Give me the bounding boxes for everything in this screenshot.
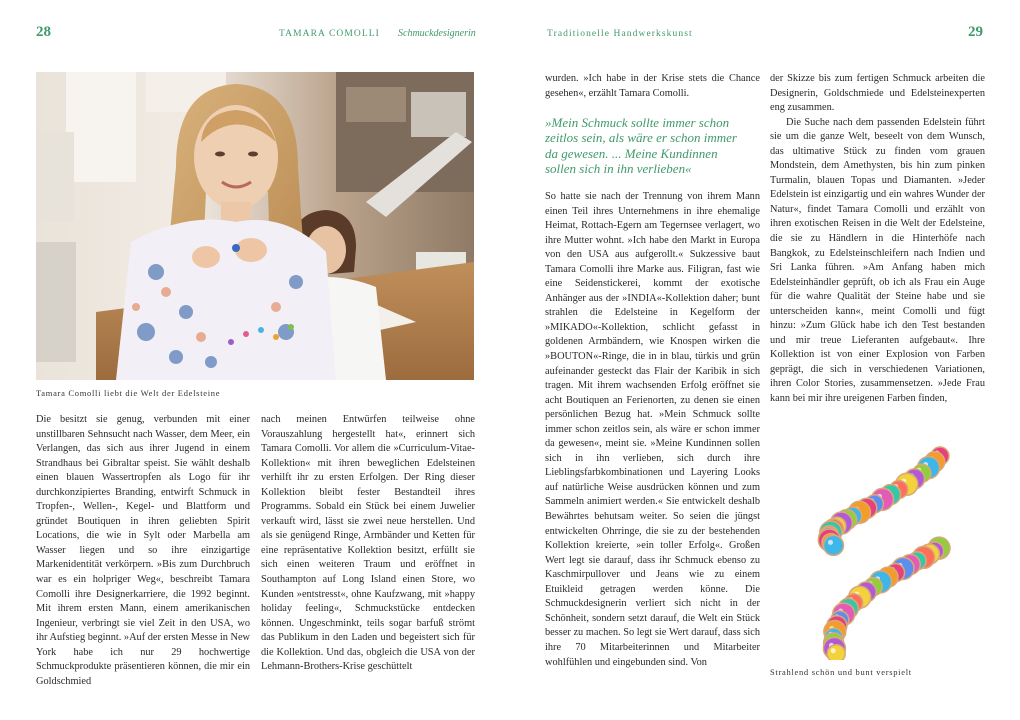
pull-quote: »Mein Schmuck sollte immer schon zeitlos sein, als wäre er schon immer da gewesen. ... Meine Kundinnen sollen sich in ihn verlieben«: [545, 115, 737, 176]
page-number-right: 29: [968, 24, 983, 40]
text-column-3-top: [545, 72, 760, 101]
jewelry-caption: Strahlend schön und bunt verspielt: [770, 667, 912, 677]
text-column-4: [770, 72, 985, 407]
paragraph: der Skizze bis zum fertigen Schmuck arbeiten die Designerin, Goldschmiede und Edelsteinexperten eng zusammen.: [770, 73, 985, 114]
gemstone: [827, 645, 845, 660]
text-column-2: [261, 413, 475, 675]
running-head-section: Traditionelle Handwerkskunst: [547, 29, 693, 39]
gemstone-highlight: [828, 540, 833, 545]
gemstone: [824, 535, 844, 555]
text-column-1: [36, 413, 250, 689]
paragraph: Die besitzt sie genug, verbunden mit einer unstillbaren Sehnsucht nach Wasser, dem Meer, ein Verlangen, das sich aus ihrer Jugend in einem Strandhaus bei Gibraltar speist. Sie wählt deshalb einen blauen Wassertropfen als Logo für ihr durchkonzipiertes Branding, entwirft Schmuck in Tropfen-, Wellen-, Kegel- und Blattform und gründet Boutiquen in ihren geliebten Spirit Locations, die wie in Sylt oder Marbella am Wasser liegen und so ihre einzigartige Markenidentität verkörpern. »Bis zum Durchbruch war es ein holpriger Weg«, beschreibt Tamara Comolli ihre Designerkarriere, die 1992 beginnt. Mit ihrem ersten Mann, einem amerikanischen Ingenieur, verbringt sie viel Zeit in den USA, wo ihr Aufstieg beginnt. »Auf der ersten Messe in New York habe ich nur 29 hochwertige Schmuckprodukte präsentieren können, die mir ein Goldschmied: [36, 414, 251, 687]
paragraph: So hatte sie nach der Trennung von ihrem Mann einen Teil ihres Unternehmens in ihre ehemalige Heimat, Rottach-Egern am Tegernsee verlagert, wo ihre Mutter wohnt. »Ich habe den Markt in Europa von den USA aus aufgerollt.« Sukzessive baut Tamara Comolli ihre Marke aus. Filigran, fast wie eine Seidenstickerei, kommt der exotische Anhänger aus der »INDIA«-Kollektion daher; bunt strahlen die Edelsteine in Kegelform der »MIKADO«-Kollektion, schlicht gefasst in goldenen Armbändern, wie Knospen wirken die »BOUTON«-Ringe, die in in blau, türkis und grün aufeinander gesteckt das Flair der Karibik in sich tragen. Mit ihrem wachsenden Erfolg eröffnet sie acht Boutiquen an Ferienorten, zu denen sie einen persönlichen Bezug hat. »Mein Schmuck sollte immer schon zeitlos sein, als wäre er schon immer da gewesen«, meint sie. »Meine Kundinnen sollen sich in ihn verlieben, sich durch ihre Lieblingsfarbkombinationen und Layering Looks auf natürliche Weise ausdrücken können und zum Sammeln animiert werden.« Sie entwickelt deshalb Bewährtes behutsam weiter. So seien die jüngst entwickelten Ohrringe, die sie zu der bestehenden Kollektion kreierte, »ein toller Erfolg«. Großen Wert legt sie darauf, dass ihr Schmuck ebenso zu Kaschmirpullover und Jeans wie zu einem Etuikleid getragen werden könne. Die Schmuckdesignerin verliert sich nicht in der Schönheit, sondern setzt darauf, die Welt ein Stück besser zu machen. So legt sie Wert darauf, dass sich ihre 70 Mitarbeiterinnen und Mitarbeiter wohlfühlen und eingebunden sind. Von: [545, 191, 760, 668]
page-number-left: 28: [36, 24, 51, 40]
photo-caption: Tamara Comolli liebt die Welt der Edelsteine: [36, 388, 221, 398]
running-head-subtitle: Schmuckdesignerin: [398, 28, 476, 39]
running-head-author: TAMARA COMOLLI: [279, 29, 380, 39]
text-column-3: [545, 190, 760, 670]
designer-photo: [36, 72, 474, 380]
paragraph: wurden. »Ich habe in der Krise stets die Chance gesehen«, erzählt Tamara Comolli.: [545, 73, 760, 99]
gemstone-highlight: [831, 648, 836, 653]
gemstone-bracelet-photo: [770, 438, 988, 660]
paragraph: Die Suche nach dem passenden Edelstein führt sie um die ganze Welt, beseelt von dem Wunsch, das ultimative Stück zu finden vom grauen Mondstein, dem Amethysten, bis hin zum pinken Turmalin, blauen Topas und Diamanten. »Jeder Edelstein ist einzigartig und ein wahres Wunder der Natur«, findet Tamara Comolli und erzählt von ihren exotischen Reisen in die Welt der Edelsteine, die sie zu Händlern in die Hinterhöfe nach Bangkok, zu Edelsteinschleifern nach Indien und Sri Lanka führen. »Am Anfang haben mich Edelsteinhändler geprüft, ob ich als Frau ein Auge für die wahre Qualität der Steine habe und sie unterscheiden kann«, meint Comolli und fügt hinzu: »Zum Glück habe ich den Test bestanden und mir treue Lieferanten aufgebaut«. Ihre Kollektion ist von einer Explosion von Farben geprägt, die sich in verschiedenen Variationen, ihren Color Stories, zusammensetzen. »Jede Frau kann bei mir ihre ureigenen Farben finden,: [770, 116, 985, 405]
paragraph: nach meinen Entwürfen teilweise ohne Vorauszahlung hergestellt hat«, erinnert sich Tamara Comolli. Vor allem die »Curriculum-Vitae-Kollektion« mit ihren beweglichen Edelsteinen verhilft ihr zu ersten Erfolgen. Der Ring dieser Kollektion bleibt fester Bestandteil ihres Programms. Sobald ein Stück bei einem Juwelier verkauft wird, lässt sie zwei neue herstellen. Und als sie genügend Ringe, Armbänder und Ketten für eine repräsentative Kollektion besitzt, erfüllt sie sich einen weiteren Traum und eröffnet in Southampton auf Long Island einen Store, wo Kunden »entstresst«, ohne Kaufzwang, mit »happy holiday feeling«, Schmuckstücke entdecken können. Ungeschminkt, teils sogar barfuß strömt das Publikum in den Laden und begeistert sich für die Kollektion. Und das, obgleich die USA von der Lehmann-Brothers-Krise geschüttelt: [261, 414, 475, 673]
